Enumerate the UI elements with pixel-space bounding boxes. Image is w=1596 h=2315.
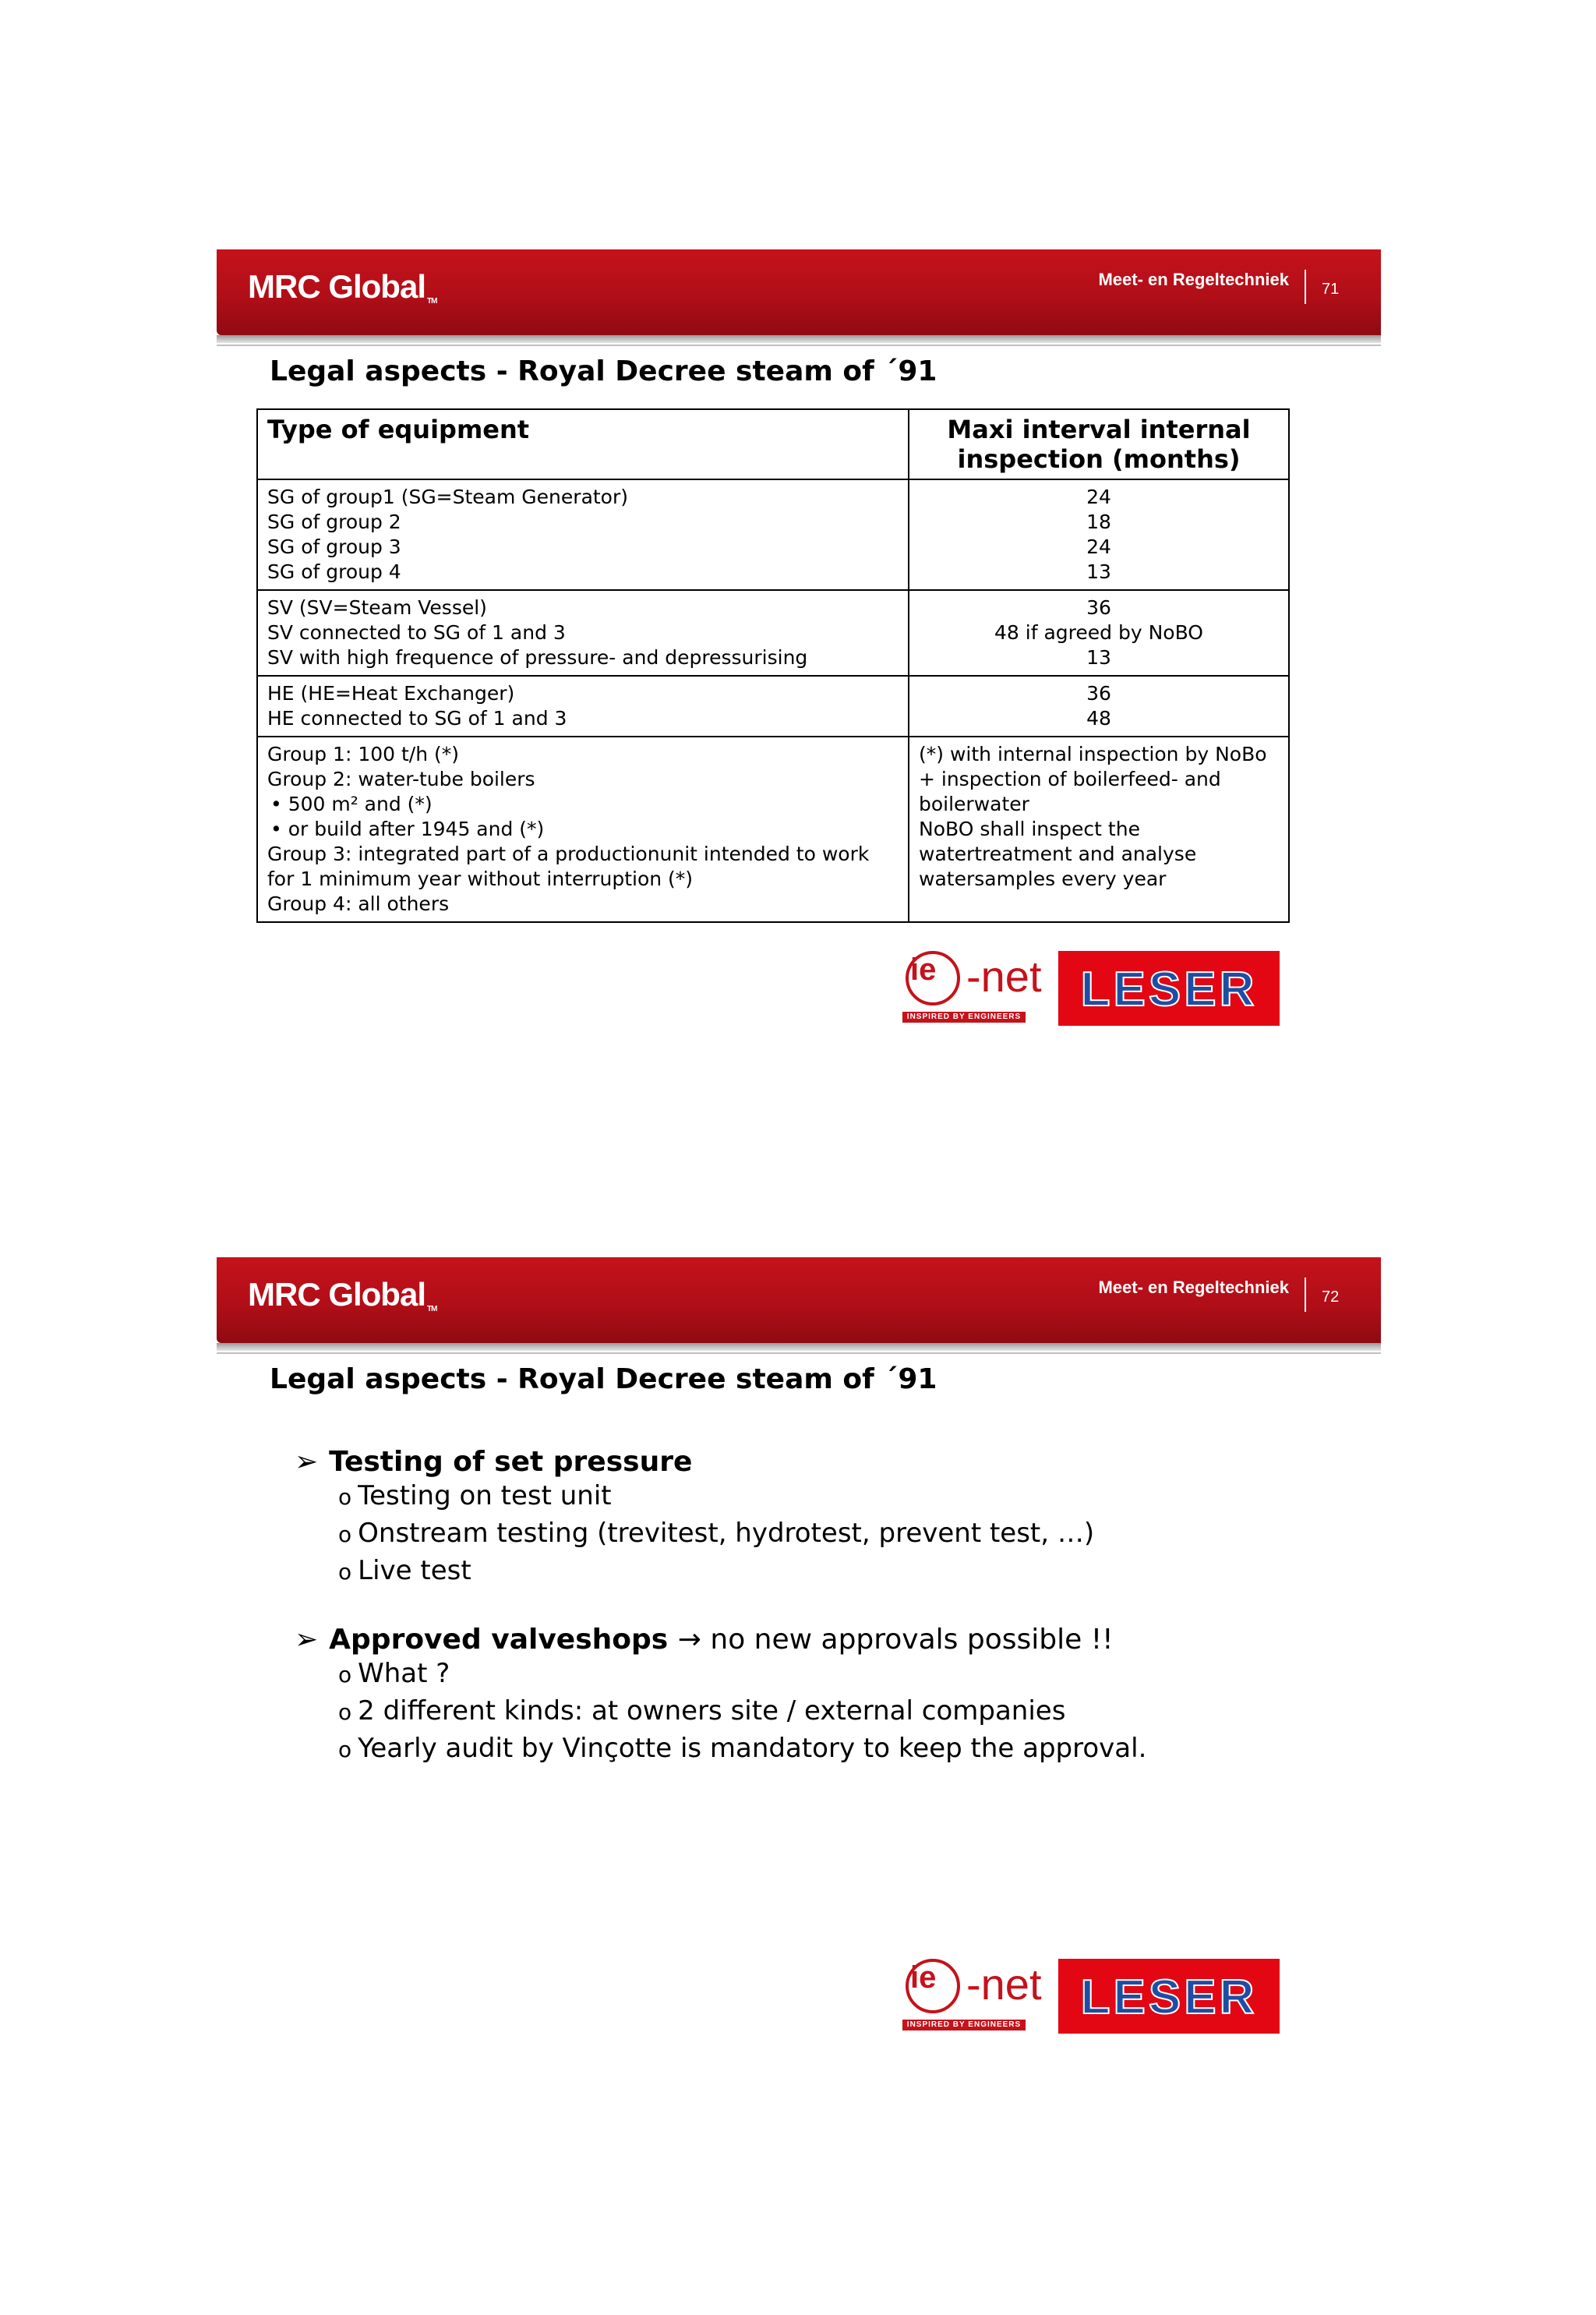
table-row xyxy=(257,737,1289,922)
row-sg-intervals: 24 18 24 13 xyxy=(909,479,1289,590)
table-row xyxy=(257,676,1289,737)
page-number: 72 xyxy=(1322,1288,1340,1306)
list-item: o Testing on test unit xyxy=(338,1480,612,1511)
table-row xyxy=(257,479,1289,590)
ienet-tagline: INSPIRED BY ENGINEERS xyxy=(902,1012,1026,1023)
circle-bullet-icon: o xyxy=(338,1737,352,1762)
circle-bullet-icon: o xyxy=(338,1662,352,1688)
section-heading: ➢ Testing of set pressure xyxy=(295,1446,693,1478)
ienet-tagline: INSPIRED BY ENGINEERS xyxy=(902,2020,1026,2030)
slide-71 xyxy=(217,249,1381,1059)
ienet-net-text: -net xyxy=(966,952,1042,1001)
row-sv-intervals: 36 48 if agreed by NoBO 13 xyxy=(909,590,1289,676)
ienet-logo xyxy=(902,1959,1050,2045)
circle-bullet-icon: o xyxy=(338,1484,352,1510)
banner-rule xyxy=(217,1352,1381,1354)
partner-logos xyxy=(902,951,1370,1044)
leser-logo xyxy=(1058,951,1280,1026)
department-label: Meet- en Regeltechniek xyxy=(1098,1278,1289,1297)
list-item: o What ? xyxy=(338,1658,450,1689)
leser-logo xyxy=(1058,1959,1280,2034)
section-approved-valveshops xyxy=(295,1624,1146,1768)
section-testing-set-pressure xyxy=(295,1446,1094,1590)
page-number: 71 xyxy=(1322,281,1340,298)
header-type-of-equipment: Type of equipment xyxy=(257,409,909,479)
circle-bullet-icon: o xyxy=(338,1522,352,1547)
row-he-equipment: HE (HE=Heat Exchanger) HE connected to SG of 1 and 3 xyxy=(257,676,909,737)
brand-logo: MRC Global TM xyxy=(248,268,437,306)
circle-bullet-icon: o xyxy=(338,1699,352,1725)
list-item: o Yearly audit by Vinçotte is mandatory to keep the approval. xyxy=(338,1733,1147,1764)
leser-logo-text: LESER xyxy=(1080,963,1258,1016)
arrow-bullet-icon: ➢ xyxy=(295,1446,319,1478)
header-divider xyxy=(1305,1278,1306,1312)
section-heading: ➢ Approved valveshops → no new approvals possible !! xyxy=(295,1624,1114,1656)
leser-logo-text: LESER xyxy=(1080,1970,1258,2024)
row-he-intervals: 36 48 xyxy=(909,676,1289,737)
list-item: o Onstream testing (trevitest, hydrotest, prevent test, …) xyxy=(338,1518,1095,1549)
arrow-bullet-icon: ➢ xyxy=(295,1624,319,1656)
slide-72 xyxy=(217,1257,1381,2066)
list-item: o 2 different kinds: at owners site / external companies xyxy=(338,1695,1066,1727)
inspection-interval-table xyxy=(256,408,1290,923)
brand-logo: MRC Global TM xyxy=(248,1276,437,1313)
list-item: o Live test xyxy=(338,1555,471,1586)
row-sg-equipment: SG of group1 (SG=Steam Generator) SG of group 2 SG of group 3 SG of group 4 xyxy=(257,479,909,590)
header-divider xyxy=(1305,270,1306,304)
slide-title: Legal aspects - Royal Decree steam of ´91 xyxy=(270,355,937,387)
table-row xyxy=(257,590,1289,676)
ienet-ie-text: ie xyxy=(910,953,937,987)
circle-bullet-icon: o xyxy=(338,1559,352,1585)
banner-shadow xyxy=(217,1343,1381,1351)
banner-rule xyxy=(217,345,1381,346)
header-max-interval: Maxi interval internal inspection (months) xyxy=(909,409,1289,479)
table-header-row xyxy=(257,409,1289,479)
row-sv-equipment: SV (SV=Steam Vessel) SV connected to SG of 1 and 3 SV with high frequence of pressure- and depressurising xyxy=(257,590,909,676)
department-label: Meet- en Regeltechniek xyxy=(1098,270,1289,289)
row-group-definitions: Group 1: 100 t/h (*) Group 2: water-tube boilers • 500 m² and (*) • or build after 1945 and (*) Group 3: integrated part of a productionunit intended to work for 1 minimum year without interruption (*) Group 4: all others xyxy=(257,737,909,922)
ienet-ie-text: ie xyxy=(910,1960,937,1995)
header-banner xyxy=(217,1257,1381,1343)
ienet-net-text: -net xyxy=(966,1960,1042,2009)
banner-shadow xyxy=(217,335,1381,343)
row-group-notes: (*) with internal inspection by NoBo + inspection of boilerfeed- and boilerwater NoBO shall inspect the watertreatment and analyse watersamples every year xyxy=(909,737,1289,922)
ienet-logo xyxy=(902,951,1050,1037)
header-banner xyxy=(217,249,1381,335)
slide-title: Legal aspects - Royal Decree steam of ´91 xyxy=(270,1363,937,1395)
partner-logos xyxy=(902,1959,1370,2052)
